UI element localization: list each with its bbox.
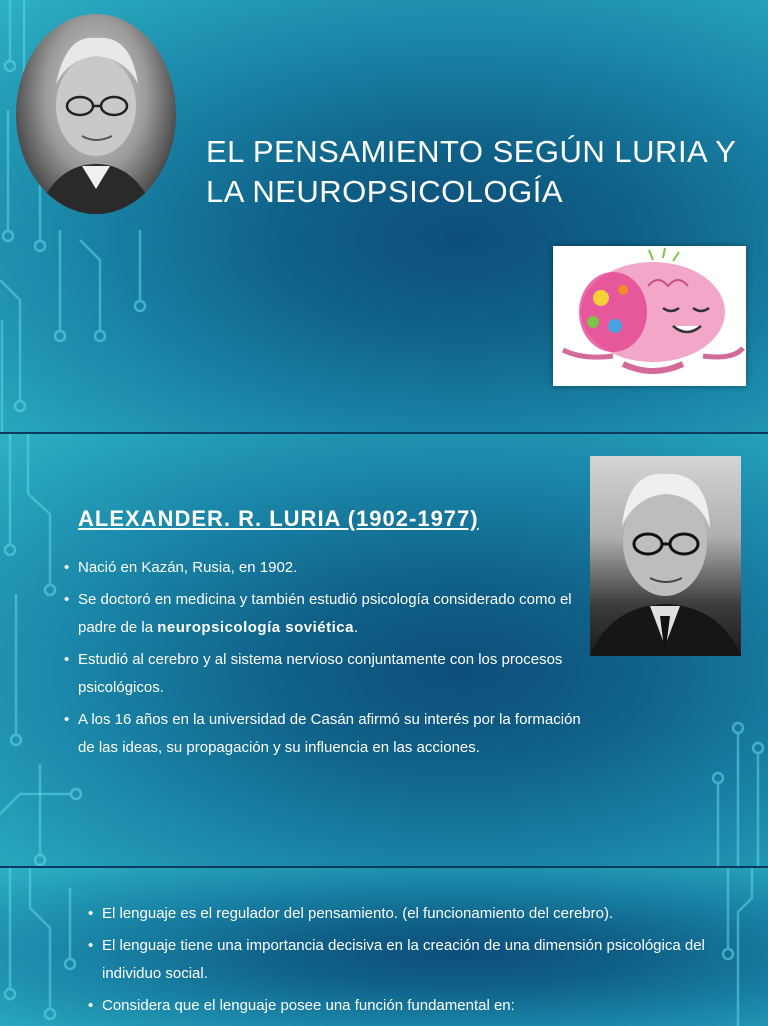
- slide-biography: [0, 434, 768, 866]
- page-title: EL PENSAMIENTO SEGÚN LURIA Y LA NEUROPSICOLOGÍA: [206, 134, 736, 209]
- luria-photo: [590, 456, 741, 656]
- list-item: • A los 16 años en la universidad de Casán afirmó su interés por la formación de las ideas, su propagación y su influencia en las acciones.: [62, 706, 592, 762]
- list-item: • El lenguaje es el regulador del pensamiento. (el funcionamiento del cerebro).: [86, 900, 726, 928]
- list-item: • Considera que el lenguaje posee una función fundamental en:: [86, 992, 726, 1020]
- slide-language: [0, 868, 768, 1026]
- list-item: • Estudió al cerebro y al sistema nervioso conjuntamente con los procesos psicológicos.: [62, 646, 592, 702]
- list-item: • Se doctoró en medicina y también estudió psicología considerado como el padre de la neuropsicología soviética.: [62, 586, 592, 642]
- luria-portrait-oval: [16, 14, 176, 214]
- list-item: • El lenguaje tiene una importancia decisiva en la creación de una dimensión psicológica del individuo social.: [86, 932, 726, 988]
- circuit-decoration-left: [0, 868, 90, 1026]
- list-item: • Nació en Kazán, Rusia, en 1902.: [62, 554, 592, 582]
- slide-title: [0, 0, 768, 432]
- section-heading: ALEXANDER. R. LURIA (1902-1977): [78, 506, 479, 531]
- brain-illustration: [553, 246, 746, 386]
- biography-list: [62, 554, 592, 766]
- bold-term: neuropsicología soviética: [157, 619, 354, 636]
- language-list: [86, 900, 726, 1024]
